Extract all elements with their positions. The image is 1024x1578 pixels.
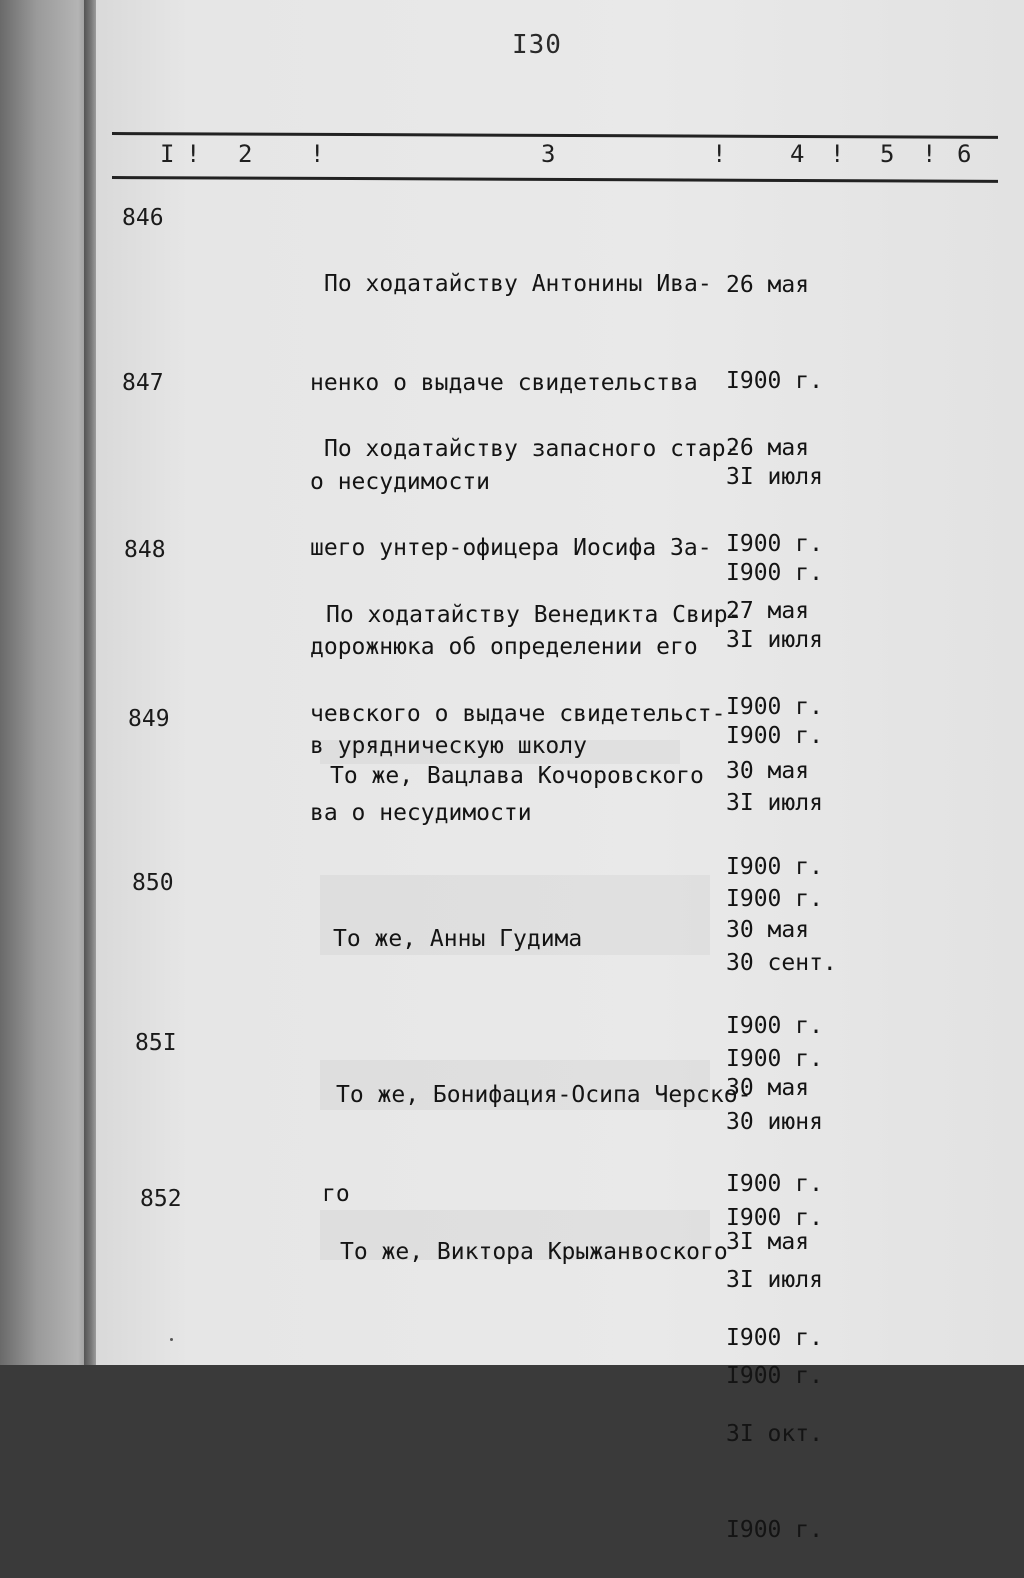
entry-description [333, 857, 582, 989]
page-number: I30 [512, 30, 562, 60]
entry-line: ненко о выдаче свидетельства [310, 370, 698, 396]
date-start-year: I900 г. [726, 531, 823, 557]
entry-number: 847 [122, 370, 164, 396]
column-header-1: I [160, 140, 175, 168]
date-end: 3I июля [726, 464, 823, 490]
date-start-year: I900 г. [726, 1013, 823, 1039]
date-start-year: I900 г. [726, 694, 823, 720]
date-end: 3I июля [726, 1267, 823, 1293]
entry-line: го [322, 1181, 350, 1207]
entry-line: То же, Анны Гудима [333, 926, 583, 952]
entry-line: в урядническую школу [310, 733, 587, 759]
date-start: 30 мая [726, 917, 810, 943]
date-end-year: I900 г. [726, 1517, 823, 1543]
date-start-year: I900 г. [726, 1171, 823, 1197]
column-header-separator: ! [310, 140, 325, 168]
date-end-year: I900 г. [726, 560, 823, 586]
date-start: 3I мая [726, 1229, 810, 1255]
entry-line: То же, Виктора Крыжанвоского [340, 1239, 728, 1265]
date-end-year: I900 г. [726, 886, 823, 912]
column-header-3: 3 [541, 140, 556, 168]
column-header-4: 4 [790, 140, 805, 168]
date-start: 30 мая [726, 1075, 810, 1101]
date-start-year: I900 г. [726, 854, 823, 880]
entry-number: 852 [140, 1186, 182, 1212]
date-end: 3I июля [726, 790, 823, 816]
date-end: 30 сент. [726, 950, 837, 976]
entry-description [330, 694, 704, 826]
previous-page-edge [0, 0, 92, 1365]
entry-number: 848 [124, 537, 166, 563]
entry-line: По ходатайству запасного стар- [324, 436, 740, 462]
entry-line: чевского о выдаче свидетельст- [310, 701, 726, 727]
entry-line: По ходатайству Венедикта Свир- [326, 602, 742, 628]
entry-line: шего унтер-офицера Иосифа За- [310, 535, 712, 561]
column-header-separator: ! [712, 140, 727, 168]
entry-line: По ходатайству Антонины Ива- [324, 271, 712, 297]
date-end-year: I900 г. [726, 1205, 823, 1231]
entry-number: 846 [122, 205, 164, 231]
entry-number: 850 [132, 870, 174, 896]
date-start: 27 мая [726, 598, 810, 624]
entry-line: То же, Бонифация-Осипа Черско- [336, 1082, 752, 1108]
date-start: 26 мая [726, 272, 810, 298]
date-end-year: I900 г. [726, 1046, 823, 1072]
entry-line: То же, Вацлава Кочоровского [330, 763, 704, 789]
date-end-year: I900 г. [726, 1363, 823, 1389]
paper-speck [170, 1338, 173, 1341]
entry-number: 85I [135, 1030, 177, 1056]
date-end-year: I900 г. [726, 723, 823, 749]
column-header-separator: ! [186, 140, 201, 168]
date-end: 3I июля [726, 627, 823, 653]
entry-line: дорожнюка об определении его [310, 634, 698, 660]
column-header-separator: ! [830, 140, 845, 168]
entry-description [340, 1170, 728, 1302]
date-start-year: I900 г. [726, 368, 823, 394]
column-header-5: 5 [880, 140, 895, 168]
entry-dates [726, 1162, 823, 1578]
column-header-separator: ! [922, 140, 937, 168]
date-end: 30 июня [726, 1109, 823, 1135]
date-start-year: I900 г. [726, 1325, 823, 1351]
entry-line: о несудимости [310, 469, 491, 495]
date-start: 26 мая [726, 435, 810, 461]
date-end: 3I окт. [726, 1421, 823, 1447]
column-header-6: 6 [957, 140, 972, 168]
column-header-2: 2 [238, 140, 253, 168]
date-start: 30 мая [726, 758, 810, 784]
entry-number: 849 [128, 706, 170, 732]
entry-line: ва о несудимости [310, 800, 532, 826]
